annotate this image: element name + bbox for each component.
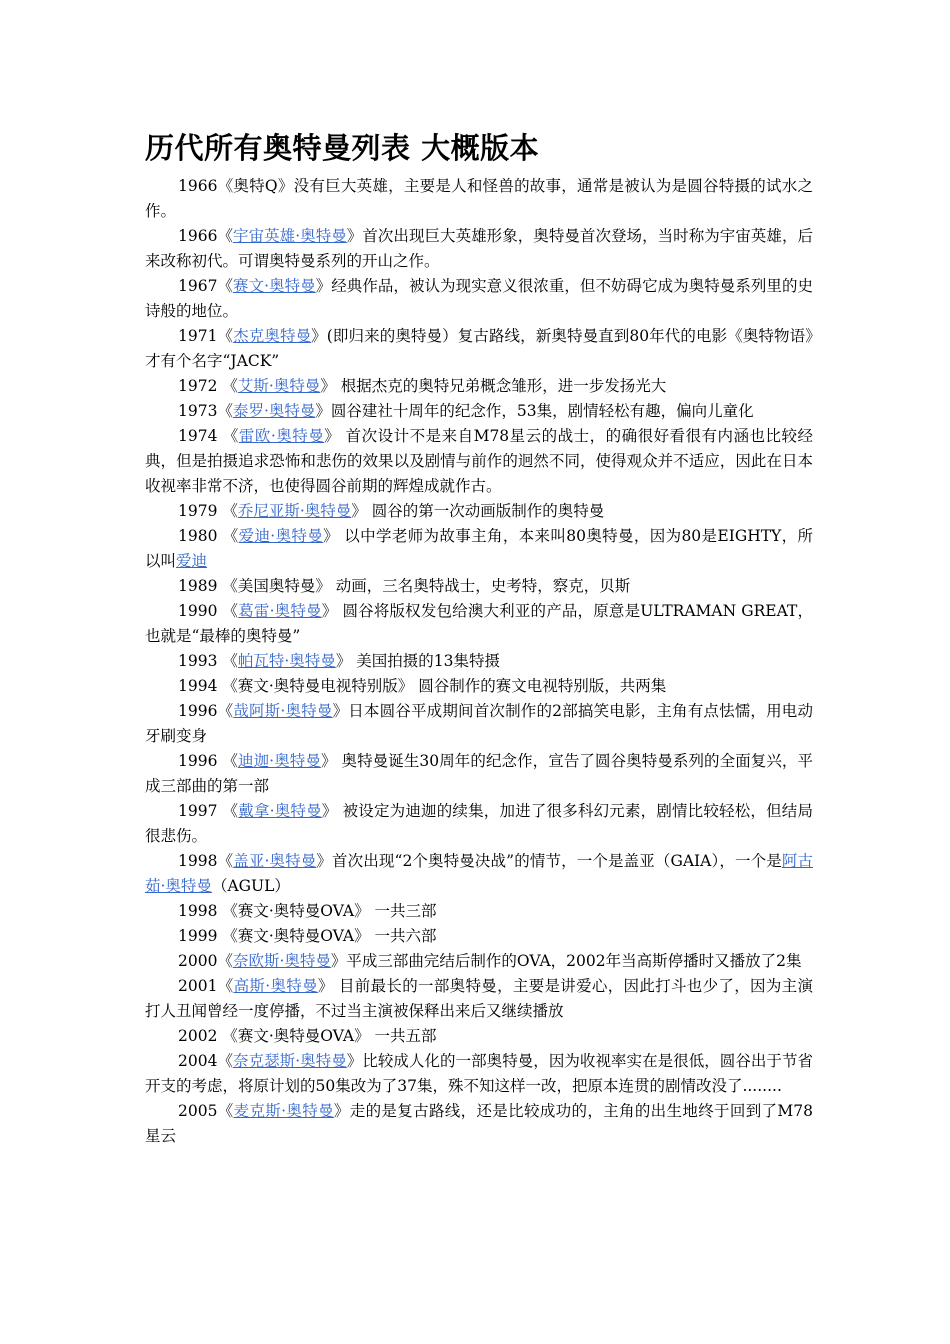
list-item xyxy=(145,399,813,424)
entry-link[interactable]: 盖亚·奥特曼 xyxy=(233,852,317,870)
list-item xyxy=(145,749,813,799)
entry-text: 》 以中学老师为故事主角，本来叫80奥特曼，因为80是EIGHTY，所以叫 xyxy=(145,527,813,570)
entry-link[interactable]: 葛雷·奥特曼 xyxy=(238,602,322,620)
entry-text: 1994 《赛文·奥特曼电视特别版》 圆谷制作的赛文电视特别版，共两集 xyxy=(178,677,667,695)
entry-text: 》 奥特曼诞生30周年的纪念作，宣告了圆谷奥特曼系列的全面复兴，平成三部曲的第一部 xyxy=(145,752,813,795)
entry-text: 1980 《 xyxy=(178,527,239,545)
list-item xyxy=(145,224,813,274)
entry-text: 》 圆谷的第一次动画版制作的奥特曼 xyxy=(351,502,605,520)
entry-text: 1973《 xyxy=(178,402,233,420)
list-item xyxy=(145,599,813,649)
entry-text: 1989 《美国奥特曼》 动画，三名奥特战士，史考特，察克，贝斯 xyxy=(178,577,631,595)
entry-text: 》平成三部曲完结后制作的OVA，2002年当高斯停播时又播放了2集 xyxy=(330,952,802,970)
list-item xyxy=(145,574,813,599)
entry-text: 》走的是复古路线，还是比较成功的，主角的出生地终于回到了M78星云 xyxy=(145,1102,813,1145)
entry-text: 1974 《 xyxy=(178,427,239,445)
entry-link[interactable]: 泰罗·奥特曼 xyxy=(232,402,316,420)
entry-link[interactable]: 麦克斯·奥特曼 xyxy=(233,1102,334,1120)
list-item xyxy=(145,324,813,374)
entry-text: （AGUL） xyxy=(211,877,290,895)
entry-text: 1979 《 xyxy=(178,502,238,520)
entry-link[interactable]: 高斯·奥特曼 xyxy=(233,977,318,995)
entry-text: 1997 《 xyxy=(178,802,239,820)
entry-link[interactable]: 帕瓦特·奥特曼 xyxy=(237,652,336,670)
entry-text: 2002 《赛文·奥特曼OVA》 一共五部 xyxy=(178,1027,437,1045)
entry-text: 》日本圆谷平成期间首次制作的2部搞笑电影，主角有点怯懦，用电动牙刷变身 xyxy=(145,702,813,745)
list-item xyxy=(145,274,813,324)
entry-link[interactable]: 乔尼亚斯·奥特曼 xyxy=(237,502,352,520)
list-item xyxy=(145,799,813,849)
list-item xyxy=(145,924,813,949)
entry-text: 2005《 xyxy=(178,1102,234,1120)
entry-link[interactable]: 戴拿·奥特曼 xyxy=(238,802,322,820)
entry-link[interactable]: 阿古茹·奥特曼 xyxy=(145,852,813,895)
entry-link[interactable]: 哉阿斯·奥特曼 xyxy=(233,702,333,720)
list-item xyxy=(145,1049,813,1099)
page-title: 历代所有奥特曼列表 大概版本 xyxy=(145,131,540,165)
list-item xyxy=(145,899,813,924)
entry-link[interactable]: 爱迪·奥特曼 xyxy=(238,527,324,545)
entry-text: 1967《 xyxy=(178,277,234,295)
entry-link[interactable]: 奈克瑟斯·奥特曼 xyxy=(233,1052,347,1070)
entry-text: 1966《 xyxy=(178,227,234,245)
entry-text: 1998 《赛文·奥特曼OVA》 一共三部 xyxy=(178,902,437,920)
entry-link[interactable]: 艾斯·奥特曼 xyxy=(237,377,321,395)
entry-text: 2001《 xyxy=(178,977,234,995)
entry-text: 》 目前最长的一部奥特曼，主要是讲爱心，因此打斗也少了，因为主演打人丑闻曾经一度停播，不过当主演被保释出来后又继续播放 xyxy=(145,977,813,1020)
list-item xyxy=(145,374,813,399)
list-item xyxy=(145,1024,813,1049)
entry-text: 》(即归来的奥特曼）复古路线，新奥特曼直到80年代的电影《奥特物语》才有个名字“JACK” xyxy=(145,327,813,370)
list-item xyxy=(145,649,813,674)
entry-text: 2000《 xyxy=(178,952,233,970)
entry-link[interactable]: 雷欧·奥特曼 xyxy=(238,427,325,445)
list-item xyxy=(145,949,813,974)
entry-link[interactable]: 爱迪 xyxy=(176,552,208,570)
entry-text: 1993 《 xyxy=(178,652,238,670)
entry-text: 》比较成人化的一部奥特曼，因为收视率实在是很低，圆谷出于节省开支的考虑，将原计划的50集改为了37集，殊不知这样一改，把原本连贯的剧情改没了........ xyxy=(145,1052,813,1095)
entry-text: 》圆谷建社十周年的纪念作，53集，剧情轻松有趣，偏向儿童化 xyxy=(315,402,754,420)
entry-text: 2004《 xyxy=(178,1052,234,1070)
entry-text: 1996 《 xyxy=(178,752,239,770)
entry-text: 》经典作品，被认为现实意义很浓重，但不妨碍它成为奥特曼系列里的史诗般的地位。 xyxy=(145,277,813,320)
entry-list xyxy=(145,174,813,1149)
entry-link[interactable]: 赛文·奥特曼 xyxy=(233,277,316,295)
list-item xyxy=(145,699,813,749)
entry-text: 》 根据杰克的奥特兄弟概念雏形，进一步发扬光大 xyxy=(320,377,667,395)
list-item xyxy=(145,424,813,499)
entry-text: 1999 《赛文·奥特曼OVA》 一共六部 xyxy=(178,927,437,945)
entry-text: 》 圆谷将版权发包给澳大利亚的产品，原意是ULTRAMAN GREAT，也就是“最棒的奥特曼” xyxy=(145,602,813,645)
list-item xyxy=(145,499,813,524)
entry-link[interactable]: 宇宙英雄·奥特曼 xyxy=(233,227,347,245)
entry-text: 1971《 xyxy=(178,327,234,345)
list-item xyxy=(145,1099,813,1149)
entry-link[interactable]: 迪迦·奥特曼 xyxy=(238,752,321,770)
list-item xyxy=(145,974,813,1024)
entry-text: 1998《 xyxy=(178,852,234,870)
entry-text: 1972 《 xyxy=(178,377,238,395)
list-item xyxy=(145,524,813,574)
entry-text: 》 被设定为迪迦的续集，加进了很多科幻元素，剧情比较轻松，但结局很悲伤。 xyxy=(145,802,813,845)
entry-text: 1966《奥特Q》没有巨大英雄，主要是人和怪兽的故事，通常是被认为是圆谷特摄的试水之作。 xyxy=(145,177,813,220)
entry-link[interactable]: 杰克奥特曼 xyxy=(233,327,312,345)
entry-text: 》首次出现“2个奥特曼决战”的情节，一个是盖亚（GAIA），一个是 xyxy=(316,852,782,870)
entry-text: 》 美国拍摄的13集特摄 xyxy=(335,652,500,670)
list-item xyxy=(145,674,813,699)
list-item xyxy=(145,849,813,899)
entry-text: 1996《 xyxy=(178,702,234,720)
entry-text: 1990 《 xyxy=(178,602,239,620)
entry-text: 》 首次设计不是来自M78星云的战士，的确很好看很有内涵也比较经典，但是拍摄追求恐怖和悲伤的效果以及剧情与前作的迥然不同，使得观众并不适应，因此在日本收视率非常不济，也使得圆谷前期的辉煌成就作古。 xyxy=(145,427,813,495)
document-page xyxy=(145,128,813,1149)
entry-text: 》首次出现巨大英雄形象，奥特曼首次登场，当时称为宇宙英雄，后来改称初代。可谓奥特曼系列的开山之作。 xyxy=(145,227,813,270)
list-item xyxy=(145,174,813,224)
entry-link[interactable]: 奈欧斯·奥特曼 xyxy=(232,952,331,970)
